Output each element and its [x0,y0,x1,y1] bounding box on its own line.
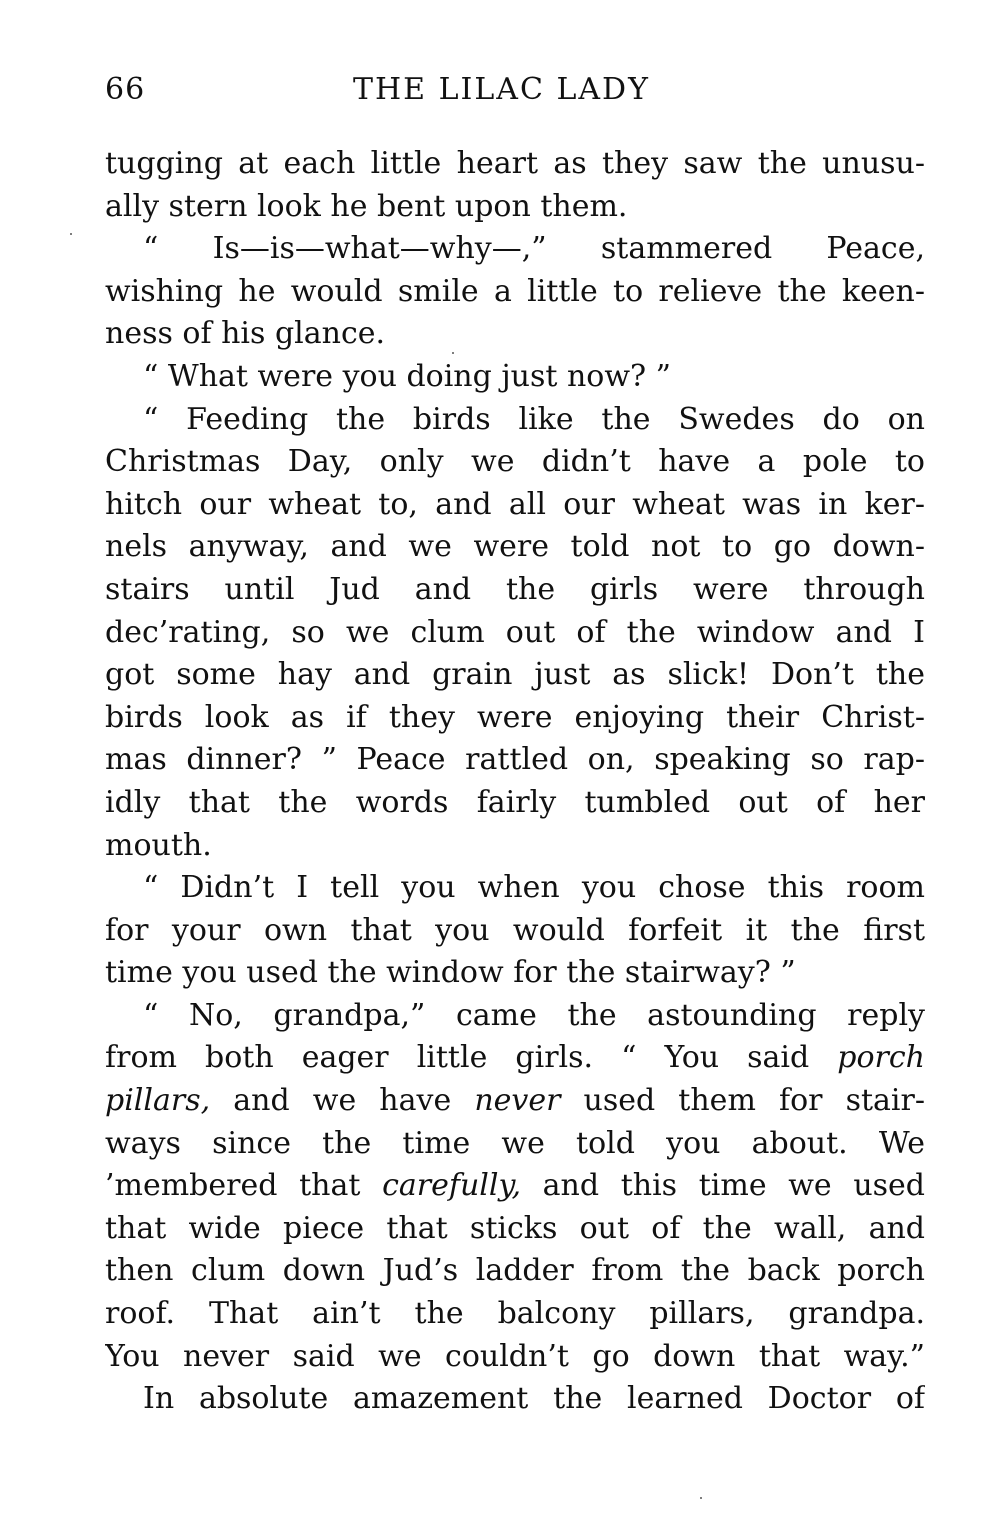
text-line [105,995,925,1038]
italic-text: never [474,1083,561,1119]
body-text [105,143,925,1421]
text-run: tugging at each little heart as they saw the unusu- [105,146,925,181]
text-run: for your own that you would forfeit it the first [105,912,925,948]
text-line [105,228,925,271]
text-line [105,654,925,697]
text-line [105,1080,925,1123]
text-run: ally stern look he bent upon them. [105,188,628,224]
text-line [105,1123,925,1166]
text-run: got some hay and grain just as slick! Don’t the [105,657,925,693]
text-run: “ What were you doing just now? ” [143,358,671,394]
text-line [105,186,925,229]
scan-speck [452,352,454,354]
text-run: time you used the window for the stairway? ” [105,955,796,991]
text-line [105,612,925,655]
text-run: ways since the time we told you about. We [105,1125,925,1161]
text-line [105,143,925,186]
text-run: ’membered that [105,1168,383,1204]
text-line [105,313,925,356]
text-run: roof. That ain’t the balcony pillars, grandpa. [105,1296,925,1332]
text-line [105,271,925,314]
text-run: mouth. [105,827,212,863]
text-run: Christmas Day, only we didn’t have a pole to [105,444,925,480]
text-line [105,399,925,442]
text-line [105,1250,925,1293]
text-run: then clum down Jud’s ladder from the back porch [105,1253,925,1289]
text-line [105,697,925,740]
italic-text: carefully, [382,1168,521,1204]
text-line [105,526,925,569]
text-run: birds look as if they were enjoying their Christ- [105,699,925,735]
text-line [105,739,925,782]
text-run: idly that the words fairly tumbled out of her [105,784,925,820]
text-line [105,782,925,825]
scan-speck [70,233,72,235]
scan-speck [700,1497,702,1499]
text-run: In absolute amazement the learned Doctor of [143,1381,925,1417]
running-title: THE LILAC LADY [353,72,650,107]
text-run: “ Didn’t I tell you when you chose this room [143,870,925,906]
text-line [105,569,925,612]
text-run: stairs until Jud and the girls were through [105,571,925,607]
text-line [105,356,925,399]
text-line [105,910,925,953]
page-number: 66 [105,72,146,107]
text-run: from both eager little girls. “ You said [105,1040,838,1076]
text-run: “ Feeding the birds like the Swedes do on [143,401,925,437]
text-run: “ Is—is—what—why—,” stammered Peace, [143,231,925,267]
text-run: hitch our wheat to, and all our wheat was in ker- [105,486,925,522]
text-line [105,867,925,910]
text-run: that wide piece that sticks out of the wall, and [105,1210,925,1246]
text-line [105,825,925,868]
text-line [105,1378,925,1421]
text-run: used them for stair- [560,1083,925,1119]
text-line [105,1208,925,1251]
text-line [105,1336,925,1379]
text-run: You never said we couldn’t go down that way.” [105,1338,925,1374]
text-run: nels anyway, and we were told not to go down- [105,529,925,565]
text-line [105,441,925,484]
page-header [105,72,925,112]
text-line [105,1293,925,1336]
italic-text: pillars, [105,1083,211,1119]
text-run: mas dinner? ” Peace rattled on, speaking so rap- [105,742,925,778]
text-run: and this time we used [520,1168,925,1204]
text-run: wishing he would smile a little to relieve the keen- [105,273,925,309]
text-line [105,952,925,995]
text-run: “ No, grandpa,” came the astounding reply [143,997,925,1033]
text-run: and we have [210,1083,475,1119]
italic-text: porch [837,1040,925,1076]
text-run: ness of his glance. [105,316,386,352]
text-line [105,1165,925,1208]
text-line [105,1037,925,1080]
text-line [105,484,925,527]
text-run: dec’rating, so we clum out of the window and I [105,614,925,650]
